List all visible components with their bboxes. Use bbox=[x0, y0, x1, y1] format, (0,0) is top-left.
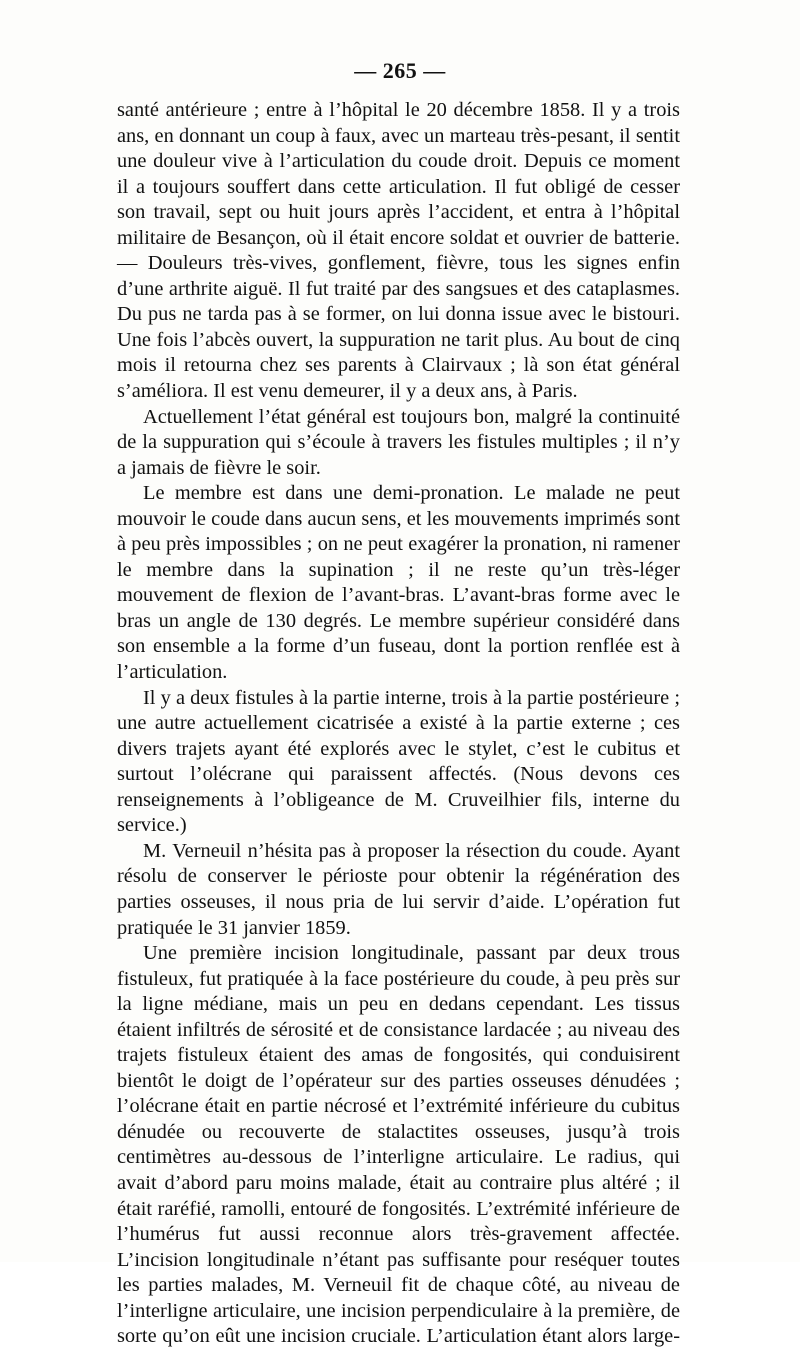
page-number: — 265 — bbox=[354, 58, 446, 83]
paragraph-1: santé antérieure ; entre à l’hôpital le 20 décembre 1858. Il y a trois ans, en donnant un coup à faux, avec un marteau très-pesant, il sentit une douleur vive à l’articulation du coude droit. Depuis ce moment il a toujours souffert dans cette articulation. Il fut obligé de cesser son travail, sept ou huit jours après l’accident, et entra à l’hôpital militaire de Besançon, où il était encore soldat et ouvrier de batterie. — Douleurs très-vives, gonflement, fièvre, tous les signes enfin d’une arthrite aiguë. Il fut traité par des sangsues et des cataplasmes. Du pus ne tarda pas à se former, on lui donna issue avec le bistouri. Une fois l’abcès ouvert, la suppuration ne tarit plus. Au bout de cinq mois il retourna chez ses parents à Clairvaux ; là son état général s’améliora. Il est venu demeurer, il y a deux ans, à Paris. bbox=[117, 99, 680, 403]
paragraph-6: Une première incision longitudinale, passant par deux trous fistuleux, fut pratiquée à la face postérieure du coude, à peu près sur la ligne médiane, mais un peu en dedans cependant. Les tissus étaient infiltrés de sérosité et de consistance lardacée ; au niveau des trajets fistuleux étaient des amas de fongosités, qui conduisirent bientôt le doigt de l’opérateur sur des parties osseuses dénudées ; l’olécrane était en partie nécrosé et l’extrémité inférieure du cubitus dénudée ou recouverte de stalactites osseuses, jusqu’à trois centimètres au-dessous de l’interligne articulaire. Le radius, qui avait d’abord paru moins malade, était au contraire plus altéré ; il était raréfié, ramolli, entouré de fongosités. L’extrémité inférieure de l’humérus fut aussi reconnue alors très-gravement affectée. L’incision longitudinale n’étant pas suffisante pour reséquer toutes les parties malades, M. Verneuil fit de chaque côté, au niveau de l’interligne articulaire, une incision perpendiculaire à la première, de sorte qu’on eût une incision cruciale. L’articulation étant alors large- bbox=[117, 942, 680, 1348]
paragraph-5: M. Verneuil n’hésita pas à proposer la résection du coude. Ayant résolu de conserver le périoste pour obtenir la régénération des parties osseuses, il nous pria de lui servir d’aide. L’opération fut pratiquée le 31 janvier 1859. bbox=[117, 839, 680, 939]
paragraph-4: Il y a deux fistules à la partie interne, trois à la partie postérieure ; une autre actuellement cicatrisée a existé à la partie externe ; ces divers trajets ayant été explorés avec le stylet, c’est le cubitus et surtout l’olécrane qui paraissent affectés. (Nous devons ces renseignements à l’obligeance de M. Cruveilhier fils, interne du service.) bbox=[117, 686, 680, 837]
body-text bbox=[117, 98, 680, 1350]
paragraph-3: Le membre est dans une demi-pronation. Le malade ne peut mouvoir le coude dans aucun sens, et les mouvements imprimés sont à peu près impossibles ; on ne peut exagérer la pronation, ni ramener le membre dans la supination ; il ne reste qu’un très-léger mouvement de flexion de l’avant-bras. L’avant-bras forme avec le bras un angle de 130 degrés. Le membre supérieur considéré dans son ensemble a la forme d’un fuseau, dont la portion renflée est à l’articulation. bbox=[117, 482, 680, 684]
paragraph-2: Actuellement l’état général est toujours bon, malgré la continuité de la suppuration qui s’écoule à travers les fistules multiples ; il n’y a jamais de fièvre le soir. bbox=[117, 405, 680, 479]
